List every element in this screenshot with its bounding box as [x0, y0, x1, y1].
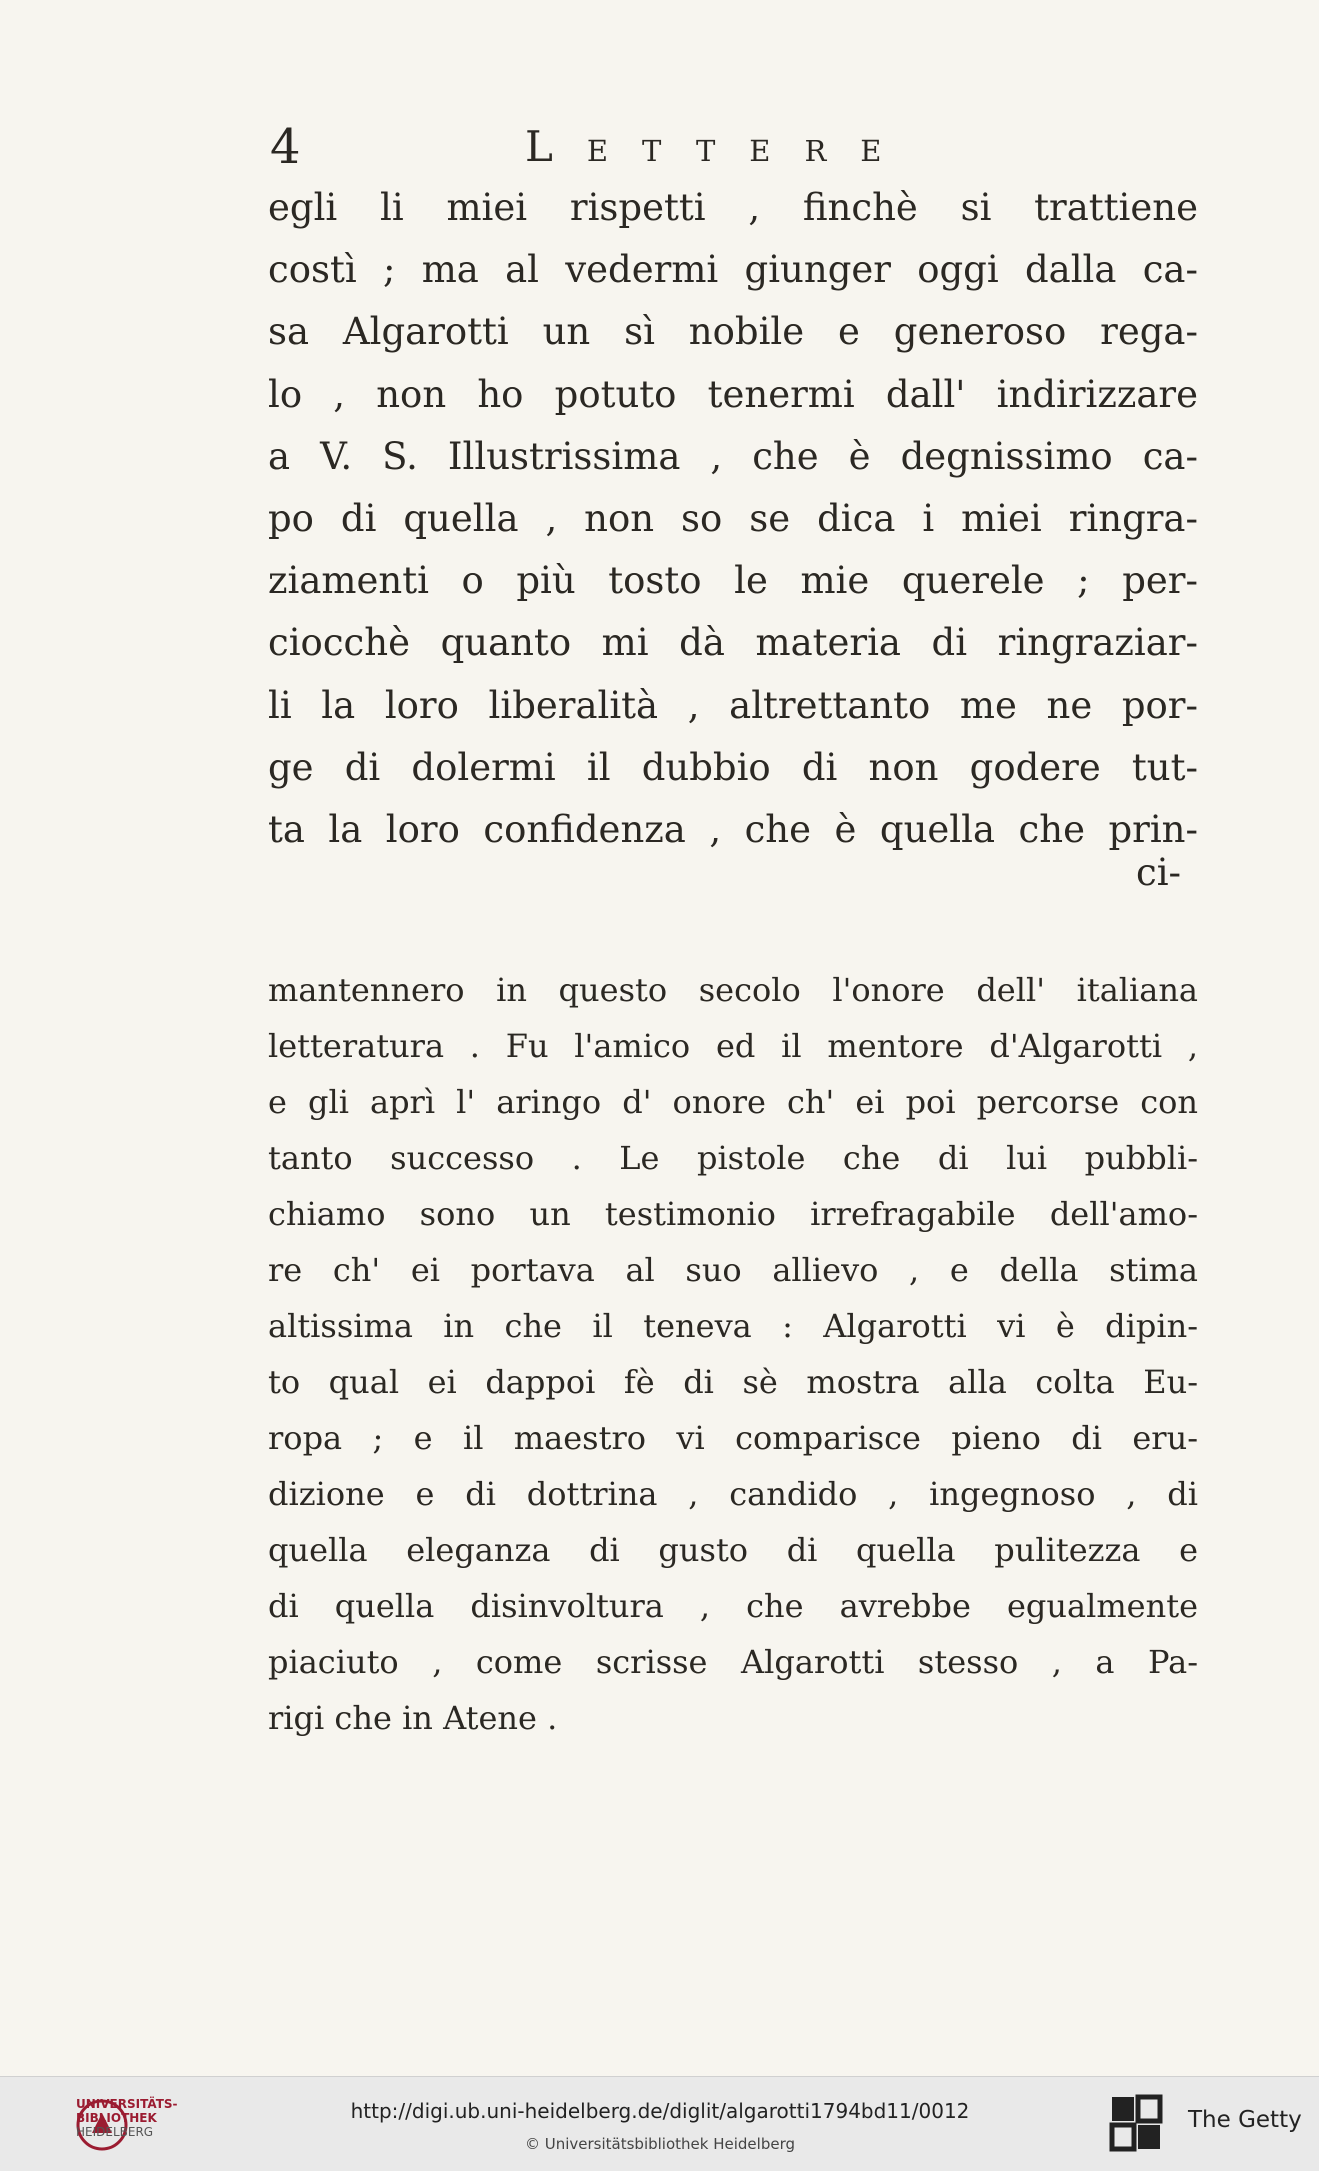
page-header	[270, 119, 1200, 175]
note-line: re ch' ei portava al suo allievo , e della stima	[268, 1251, 1198, 1289]
running-title: Lettere	[525, 122, 916, 171]
letter-line: a V. S. Illustrissima , che è degnissimo ca-	[268, 434, 1198, 478]
letter-body	[268, 177, 1198, 861]
letter-line: ciocchè quanto mi dà materia di ringraziar-	[268, 621, 1198, 665]
letter-line: sa Algarotti un sì nobile e generoso rega-	[268, 310, 1198, 354]
letter-line: lo , non ho potuto tenermi dall' indirizzare	[268, 372, 1198, 416]
note-line: piaciuto , come scrisse Algarotti stesso , a Pa-	[268, 1643, 1198, 1681]
footnote-body	[268, 962, 1198, 1746]
note-line: rigi che in Atene .	[268, 1699, 558, 1737]
viewer-footer	[0, 2076, 1319, 2171]
letter-line: costì ; ma al vedermi giunger oggi dalla ca-	[268, 248, 1198, 292]
library-name-line: BIBLIOTHEK	[76, 2111, 157, 2125]
note-line: dizione e di dottrina , candido , ingegnoso , di	[268, 1475, 1198, 1513]
note-line: e gli aprì l' aringo d' onore ch' ei poi percorse con	[268, 1083, 1198, 1121]
catchword: ci-	[1136, 851, 1182, 894]
letter-line: li la loro liberalità , altrettanto me ne por-	[268, 683, 1198, 727]
letter-line: ge di dolermi il dubbio di non godere tut-	[268, 745, 1198, 789]
note-line: altissima in che il teneva : Algarotti vi è dipin-	[268, 1307, 1198, 1345]
page-number: 4	[270, 119, 301, 175]
permalink[interactable]: http://digi.ub.uni-heidelberg.de/diglit/algarotti1794bd11/0012	[350, 2099, 970, 2123]
note-line: tanto successo . Le pistole che di lui pubbli-	[268, 1139, 1198, 1177]
note-line: letteratura . Fu l'amico ed il mentore d'Algarotti ,	[268, 1027, 1198, 1065]
note-line: quella eleganza di gusto di quella pulitezza e	[268, 1531, 1198, 1569]
note-line: di quella disinvoltura , che avrebbe egualmente	[268, 1587, 1198, 1625]
library-name-line: UNIVERSITÄTS-	[76, 2097, 178, 2111]
letter-line: egli li miei rispetti , finchè si trattiene	[268, 186, 1198, 229]
note-line: to qual ei dappoi fè di sè mostra alla colta Eu-	[268, 1363, 1198, 1401]
note-line: mantennero in questo secolo l'onore dell' italiana	[268, 971, 1198, 1009]
getty-logo-icon	[1108, 2091, 1170, 2155]
letter-line: ta la loro confidenza , che è quella che prin-	[268, 807, 1198, 851]
library-name-line: HEIDELBERG	[76, 2125, 154, 2139]
library-name[interactable]	[76, 2097, 178, 2139]
letter-line: ziamenti o più tosto le mie querele ; per-	[268, 559, 1198, 603]
note-line: chiamo sono un testimonio irrefragabile dell'amo-	[268, 1195, 1198, 1233]
copyright-notice: © Universitätsbibliothek Heidelberg	[524, 2135, 795, 2153]
note-line: ropa ; e il maestro vi comparisce pieno di eru-	[268, 1419, 1198, 1457]
letter-line: po di quella , non so se dica i miei ringra-	[268, 496, 1198, 540]
getty-label[interactable]: The Getty	[1188, 2107, 1302, 2133]
